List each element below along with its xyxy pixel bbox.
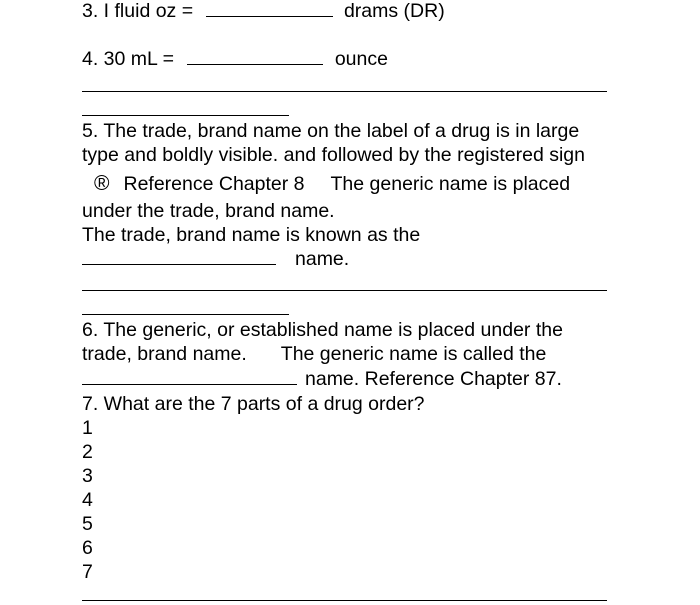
q7-number: 3 (82, 465, 93, 487)
q5-line-5: The trade, brand name is known as the (82, 224, 421, 246)
q3-prefix: 3. I fluid oz = (82, 0, 194, 22)
q4-suffix: ounce (334, 48, 388, 70)
q7-number: 7 (82, 561, 93, 583)
registered-sign-icon: ® (94, 172, 110, 195)
q5-suffix: name. (295, 248, 350, 270)
separator-rule-bottom (82, 600, 607, 601)
q5-line-1: 5. The trade, brand name on the label of a drug is in large (82, 120, 580, 142)
q7-number: 4 (82, 489, 93, 511)
q7-number: 5 (82, 513, 93, 535)
q6-suffix: name. Reference Chapter 87. (305, 368, 562, 390)
q5-line-6 (82, 247, 349, 271)
q7-number: 1 (82, 417, 93, 439)
q5-line-2: type and boldly visible. and followed by the registered sign (82, 144, 585, 166)
q5-reference: Reference Chapter 8 (123, 173, 305, 195)
q4-prefix: 4. 30 mL = (82, 48, 174, 70)
question-3 (82, 0, 445, 23)
q5-generic-note: The generic name is placed (330, 173, 571, 195)
question-4 (82, 47, 388, 71)
q4-answer-blank[interactable] (187, 48, 323, 65)
separator-rule-short (82, 314, 289, 315)
separator-rule (82, 91, 607, 92)
q6-line-1: 6. The generic, or established name is placed under the (82, 319, 563, 341)
q6-line-2 (82, 342, 546, 366)
q7-number: 2 (82, 441, 93, 463)
separator-rule (82, 290, 607, 291)
q3-answer-blank[interactable] (206, 0, 333, 17)
q6-answer-blank[interactable] (82, 368, 297, 385)
q5-answer-blank[interactable] (82, 248, 276, 265)
q3-suffix: drams (DR) (343, 0, 445, 22)
q6-generic-text: The generic name is called the (280, 343, 547, 365)
q5-line-3 (82, 172, 570, 196)
q6-trade-text: trade, brand name. (82, 343, 247, 365)
q7-number: 6 (82, 537, 93, 559)
separator-rule-short (82, 115, 289, 116)
q5-line-4: under the trade, brand name. (82, 200, 335, 222)
q7-question: 7. What are the 7 parts of a drug order? (82, 393, 425, 415)
q6-line-3 (82, 367, 562, 391)
